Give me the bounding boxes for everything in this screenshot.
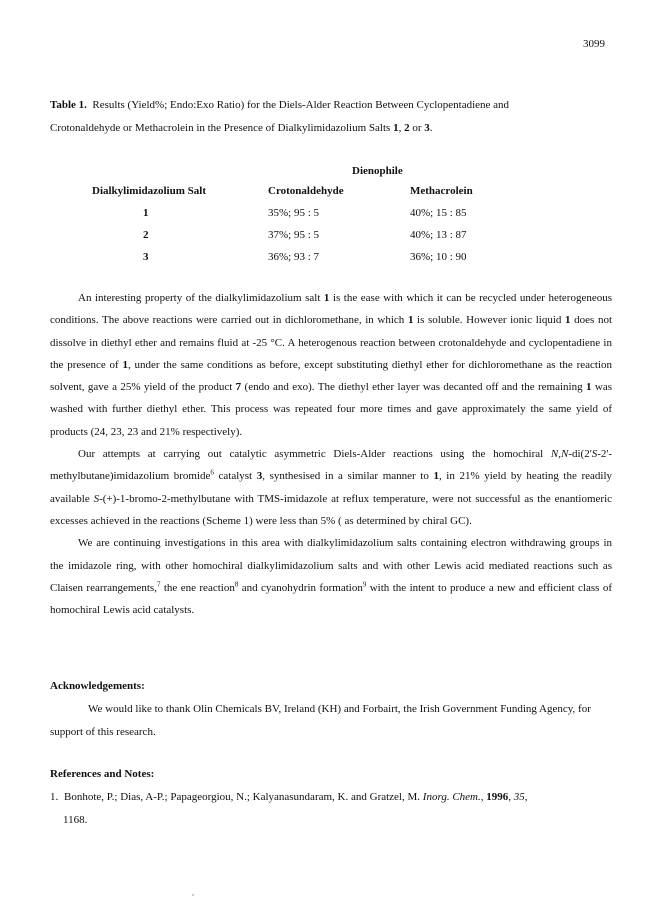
header-salt: Dialkylimidazolium Salt: [92, 185, 206, 197]
table-cell: 37%; 95 : 5: [268, 229, 320, 241]
caption-sep: or: [409, 122, 425, 134]
caption-salt-3: 3: [424, 122, 430, 134]
table-cell: 35%; 95 : 5: [268, 207, 320, 219]
reference-number: 1.: [50, 791, 59, 803]
table-caption: Table 1. Results (Yield%; Endo:Exo Ratio) for the Diels-Alder Reaction Between Cyclopentadiene and Crotonaldehyde or Methacrolein in the Presence of Dialkylimidazolium Salts 1, 2 or 3.: [50, 99, 510, 134]
paragraph-asymmetric: Our attempts at carrying out catalytic asymmetric Diels-Alder reactions using the homochiral N,N-di(2'S-2'-methylbutane)imidazolium bromide$^6$ catalyst 3, synthesised in a similar manner to 1, in 21% yield by heating the readily available S-(+)-1-bromo-2-methylbutane with TMS-imidazole at reflux temperature, were not successful as the enantiomeric excesses achieved in the reactions (Scheme 1) were less than 5% ( as determined by chiral GC).: [50, 448, 613, 527]
table-cell: 36%; 93 : 7: [268, 251, 320, 263]
caption-line-2: Crotonaldehyde or Methacrolein in the Presence of Dialkylimidazolium Salts: [50, 122, 394, 134]
footer-mark: [192, 894, 194, 896]
table-cell: 36%; 10 : 90: [410, 251, 467, 263]
body-text: [50, 287, 612, 621]
header-methacrolein: Methacrolein: [410, 185, 473, 197]
table-label: Table 1: [50, 99, 85, 111]
paragraph-continuing: We are continuing investigations in this area with dialkylimidazolium salts containing electron withdrawing groups in the imidazole ring, with other homochiral dialkylimidazolium salts and with other Lewis acid mediated reactions such as Claisen rearrangements,$^7$ the ene reaction$^8$ and cyanohydrin formation$^9$ with the intent to produce a new and efficient class of homochiral Lewis acid catalysts.: [50, 537, 612, 617]
caption-salt-1: 1: [393, 122, 399, 134]
caption-end: .: [429, 122, 433, 134]
caption-salt-2: 2: [404, 122, 410, 134]
reference-item: 1. Bonhote, P.; Dias, A-P.; Papageorgiou, N.; Kalyanasundaram, K. and Gratzel, M. Inorg. Chem., 1996, 35, 1168.: [50, 786, 590, 832]
table-cell: 40%; 15 : 85: [410, 207, 467, 219]
group-header: Dienophile: [352, 165, 403, 177]
references-heading: References and Notes:: [50, 768, 155, 780]
table-row-salt: 1: [143, 207, 149, 219]
caption-sep: ,: [398, 122, 405, 134]
header-crotonaldehyde: Crotonaldehyde: [268, 185, 344, 197]
reference-pages: 1168.: [63, 814, 88, 826]
table-row-salt: 2: [143, 229, 149, 241]
table-cell: 40%; 13 : 87: [410, 229, 467, 241]
acknowledgements-text: We would like to thank Olin Chemicals BV, Ireland (KH) and Forbairt, the Irish Government Funding Agency, for support of this research.: [50, 703, 591, 738]
acknowledgements-heading: Acknowledgements:: [50, 680, 145, 692]
caption-line-1: Results (Yield%; Endo:Exo Ratio) for the Diels-Alder Reaction Between Cyclopentadiene and: [92, 99, 510, 111]
paragraph-recycling: An interesting property of the dialkylimidazolium salt 1 is the ease with which it can be recycled under heterogeneous conditions. The above reactions were carried out in dichloromethane, in which 1 is soluble. However ionic liquid 1 does not dissolve in diethyl ether and remains fluid at -25 °C. A heterogenous reaction between crotonaldehyde and cyclopentadiene in the presence of 1, under the same conditions as before, except substituting diethyl ether for dichloromethane as the reaction solvent, gave a 25% yield of the product 7 (endo and exo). The diethyl ether layer was decanted off and the remaining 1 was washed with further diethyl ether. This process was repeated four more times and gave approximately the same yield of products (24, 23, 23 and 21% respectively).: [50, 292, 612, 438]
table-row-salt: 3: [143, 251, 149, 263]
page-number: 3099: [583, 38, 605, 50]
